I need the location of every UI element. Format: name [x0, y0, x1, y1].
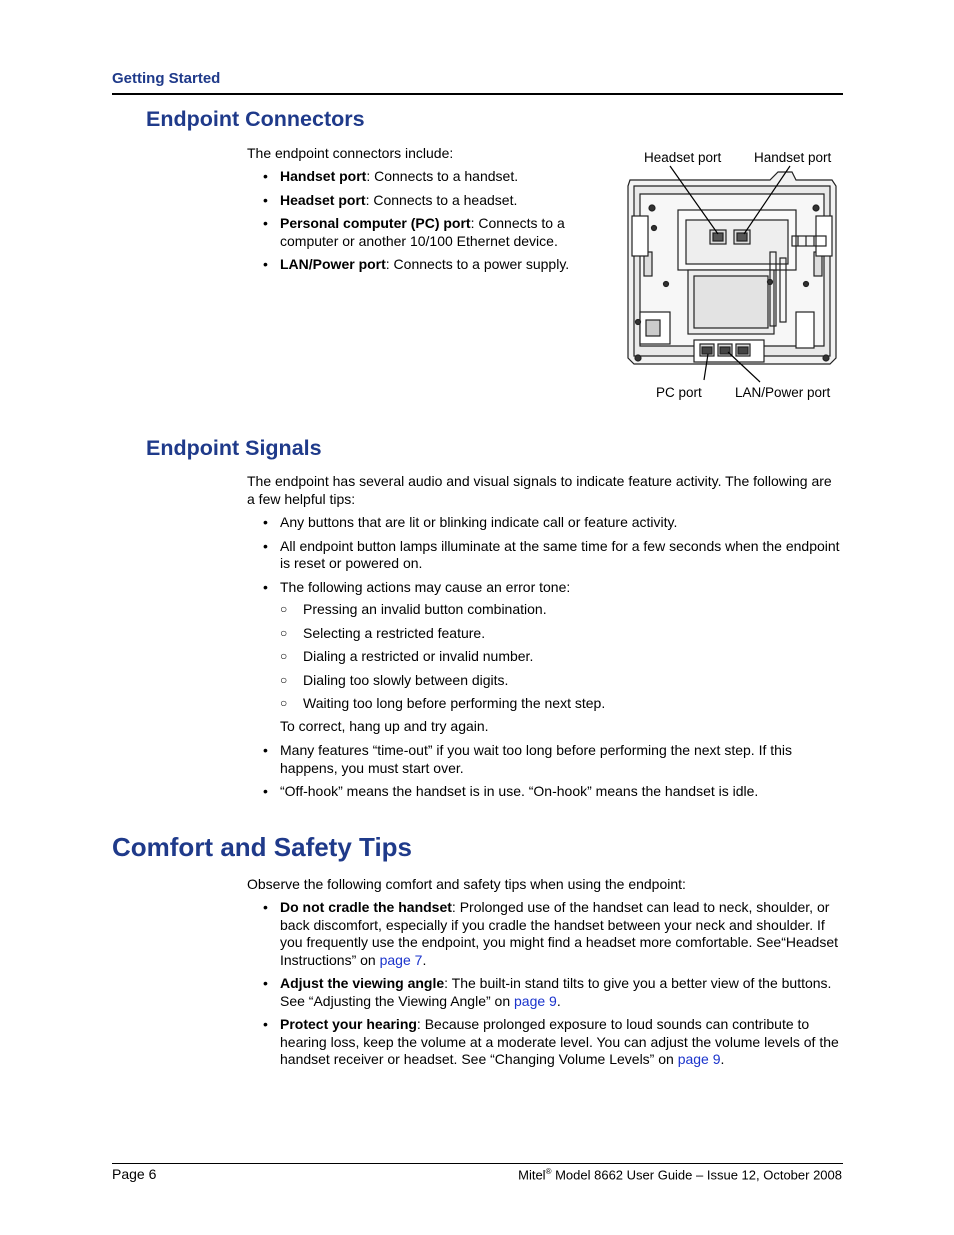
list-item: ○ Waiting too long before performing the next step. [280, 695, 606, 711]
page-number: Page 6 [112, 1166, 157, 1182]
list-item: • Headset port: Connects to a headset. [263, 191, 518, 208]
section-title-comfort: Comfort and Safety Tips [112, 832, 413, 862]
list-item: • Any buttons that are lit or blinking indicate call or feature activity. [263, 514, 678, 530]
section-title-signals: Endpoint Signals [146, 436, 322, 460]
list-item: ○ Dialing a restricted or invalid number. [280, 648, 534, 664]
section-title-connectors: Endpoint Connectors [146, 107, 365, 131]
list-item: • Adjust the viewing angle: The built-in stand tilts to give you a better view of the buttons. See “Adjusting the Viewing Angle” on page 9. [263, 975, 832, 1009]
signals-list [247, 514, 843, 596]
page-9-link[interactable]: page 9 [514, 992, 557, 1009]
correct-note: To correct, hang up and try again. [280, 718, 489, 734]
list-item: • LAN/Power port: Connects to a power supply. [263, 256, 570, 272]
figure-label-pc: PC port [656, 385, 702, 400]
error-tone-list [247, 601, 843, 713]
signals-list-2 [247, 742, 843, 801]
connectors-list [247, 168, 587, 274]
list-item: • All endpoint button lamps illuminate at the same time for a few seconds when the endpoint is reset or powered on. [263, 537, 840, 571]
list-item: • “Off-hook” means the handset is in use. “On-hook” means the handset is idle. [263, 783, 759, 799]
list-item: ○ Dialing too slowly between digits. [280, 671, 509, 688]
figure-label-lan: LAN/Power port [735, 385, 831, 400]
running-header: Getting Started [112, 70, 221, 87]
footer-rule [112, 1163, 843, 1164]
connectors-intro: The endpoint connectors include: [247, 145, 454, 161]
footer-title: Mitel® Model 8662 User Guide – Issue 12, October 2008 [518, 1167, 842, 1183]
list-item: • Many features “time-out” if you wait too long before performing the next step. If this happens, you must start over. [263, 742, 793, 776]
page-9-link[interactable]: page 9 [677, 1051, 721, 1067]
list-item: • Protect your hearing: Because prolonged exposure to loud sounds can contribute to hearing loss, keep the volume at a moderate level. You can adjust the volume levels of the handset receiver or headset. See “Changing Volume Levels” on page 9. [263, 1016, 839, 1067]
figure-label-headset: Headset port [644, 150, 722, 165]
comfort-intro: Observe the following comfort and safety tips when using the endpoint: [247, 876, 686, 892]
header-rule [112, 93, 843, 95]
figure-label-handset: Handset port [754, 150, 832, 165]
list-item: ○ Selecting a restricted feature. [280, 624, 486, 641]
list-item: • Personal computer (PC) port: Connects to a computer or another 10/100 Ethernet device. [263, 215, 565, 249]
page-7-link[interactable]: page 7 [379, 951, 423, 968]
list-item: • The following actions may cause an error tone: [263, 578, 571, 595]
list-item: • Handset port: Connects to a handset. [263, 168, 519, 184]
signals-intro: The endpoint has several audio and visual signals to indicate feature activity. The following are a few helpful tips: [247, 473, 832, 507]
phone-back-diagram [620, 162, 844, 388]
list-item: • Do not cradle the handset: Prolonged use of the handset can lead to neck, shoulder, or back discomfort, especially if you cradle the handset between your neck and shoulder. If you frequently use the endpoint, you might find a headset more comfortable. See“Headset Instructions” on page 7. [263, 899, 839, 968]
comfort-list [247, 899, 843, 1069]
list-item: ○ Pressing an invalid button combination. [280, 601, 547, 617]
